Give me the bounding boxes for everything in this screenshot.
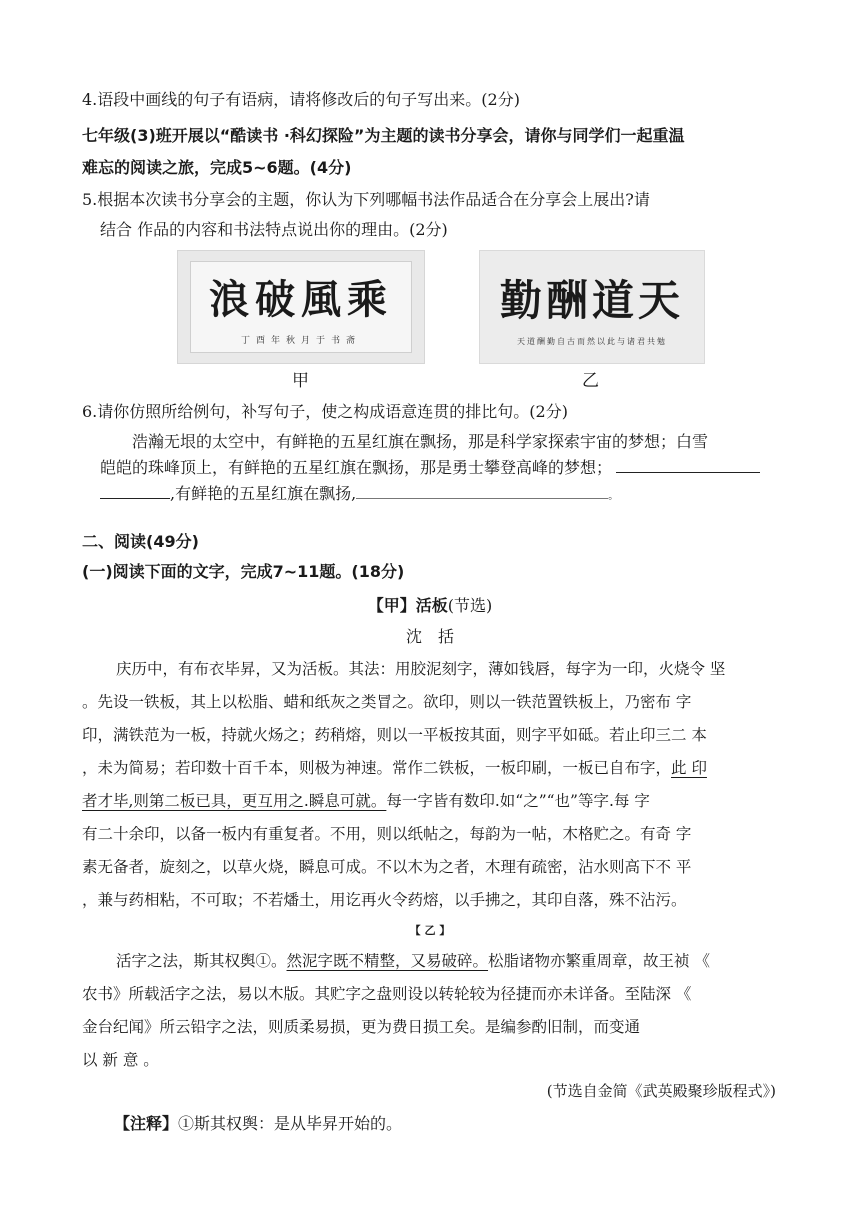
caption-jia: 甲 bbox=[292, 371, 309, 391]
jia-title-main: 【甲】活板 bbox=[367, 596, 448, 615]
calligraphy-jia-inscription: 丁酉年秋月于书斋 bbox=[240, 336, 361, 346]
annotation bbox=[114, 1114, 402, 1133]
jia-line-6: 有二十余印，以备一板内有重复者。不用，则以纸帖之，每韵为一帖，木格贮之。有奇 字 bbox=[82, 825, 692, 843]
yi-underlined: 然泥字既不精整，又易破碎。 bbox=[286, 952, 489, 970]
jia-line-2: 。先设一铁板，其上以松脂、蜡和纸灰之类冒之。欲印，则以一铁范置铁板上，乃密布 字 bbox=[82, 693, 692, 711]
answer-blank-1[interactable] bbox=[616, 471, 760, 473]
yi-line-1 bbox=[116, 952, 710, 971]
section-2-heading: 二、阅读(49分) bbox=[82, 532, 199, 551]
jia-line-5-text: 每一字皆有数印.如“之”“也”等字.每 字 bbox=[386, 792, 650, 810]
q6-example-line-2-text: 皑皑的珠峰顶上，有鲜艳的五星红旗在飘扬，那是勇士攀登高峰的梦想； bbox=[100, 458, 613, 477]
yi-line-1-b: 松脂诸物亦繁重周章，故王祯 《 bbox=[488, 952, 710, 970]
q6-example-line-3-text: ,有鲜艳的五星红旗在飘扬, bbox=[170, 484, 357, 503]
yi-line-4: 以 新 意 。 bbox=[82, 1051, 159, 1069]
calligraphy-jia-text: 乘風破浪 bbox=[209, 276, 393, 323]
yi-label: 【 乙 】 bbox=[409, 924, 451, 937]
q6-example-line-3 bbox=[100, 484, 618, 503]
jia-line-7: 素无备者，旋刻之，以草火烧，瞬息可成。不以木为之者，木理有疏密，沾水则高下不 平 bbox=[82, 858, 692, 876]
yi-source: (节选自金简《武英殿聚珍版程式》) bbox=[546, 1082, 776, 1100]
jia-title bbox=[0, 596, 860, 615]
yi-line-3: 金台纪闻》所云铅字之法，则质柔易损，更为费日损工矣。是编参酌旧制，而变通 bbox=[82, 1018, 641, 1036]
yi-line-1-a: 活字之法，斯其权舆①。 bbox=[116, 952, 287, 970]
reading-intro-line-2: 难忘的阅读之旅，完成5~6题。(4分) bbox=[82, 158, 352, 177]
calligraphy-yi-text: 天道酬勤 bbox=[499, 275, 684, 325]
question-4: 4.语段中画线的句子有语病，请将修改后的句子写出来。(2分) bbox=[82, 90, 520, 109]
annotation-text: ①斯其权舆：是从毕昇开始的。 bbox=[178, 1114, 403, 1133]
answer-blank-2[interactable] bbox=[100, 497, 170, 499]
jia-author: 沈 括 bbox=[405, 627, 454, 646]
question-5-line-1: 5.根据本次读书分享会的主题，你认为下列哪幅书法作品适合在分享会上展出?请 bbox=[82, 190, 650, 209]
jia-line-4 bbox=[82, 759, 707, 778]
calligraphy-yi-inscription: 天道酬勤自古而然以此与诸君共勉 bbox=[517, 336, 667, 346]
jia-line-4-text: ，未为简易；若印数十百千本，则极为神速。常作二铁板，一板印刷，一板已自布字， bbox=[82, 759, 672, 777]
question-6: 6.请你仿照所给例句，补写句子，使之构成语意连贯的排比句。(2分) bbox=[82, 402, 568, 421]
q6-example-line-1: 浩瀚无垠的太空中，有鲜艳的五星红旗在飘扬，那是科学家探索宇宙的梦想；白雪 bbox=[132, 432, 709, 451]
jia-underlined-1: 此 印 bbox=[671, 759, 707, 777]
calligraphy-yi bbox=[479, 250, 705, 364]
q6-example-line-2 bbox=[100, 458, 760, 477]
yi-line-2: 农书》所载活字之法，易以木版。其贮字之盘则设以转轮较为径捷而亦未详备。至陆深 《 bbox=[82, 985, 692, 1003]
calligraphy-jia bbox=[177, 250, 425, 364]
caption-yi: 乙 bbox=[582, 371, 599, 391]
jia-line-8: ，兼与药相粘，不可取；不若燔土，用讫再火令药熔，以手拂之，其印自落，殊不沾污。 bbox=[82, 891, 687, 909]
jia-line-1: 庆历中，有布衣毕昇，又为活板。其法：用胶泥刻字，薄如钱唇，每字为一印，火烧令 坚 bbox=[116, 660, 726, 678]
jia-line-5 bbox=[82, 792, 650, 811]
annotation-label: 【注释】 bbox=[114, 1114, 179, 1133]
part-1-heading: (一)阅读下面的文字，完成7~11题。(18分) bbox=[82, 562, 405, 581]
jia-underlined-2: 者才毕,则第二板已具，更互用之.瞬息可就。 bbox=[82, 792, 387, 810]
reading-intro-line-1: 七年级(3)班开展以“酷读书 ·科幻探险”为主题的读书分享会，请你与同学们一起重温 bbox=[82, 126, 685, 145]
q6-period: 。 bbox=[608, 491, 619, 502]
question-5-line-2: 结合 作品的内容和书法特点说出你的理由。(2分) bbox=[100, 220, 448, 239]
answer-blank-3[interactable] bbox=[356, 497, 608, 499]
jia-line-3: 印，满铁范为一板，持就火炀之；药稍熔，则以一平板按其面，则字平如砥。若止印三二 本 bbox=[82, 726, 707, 744]
jia-title-note: (节选) bbox=[447, 596, 493, 615]
